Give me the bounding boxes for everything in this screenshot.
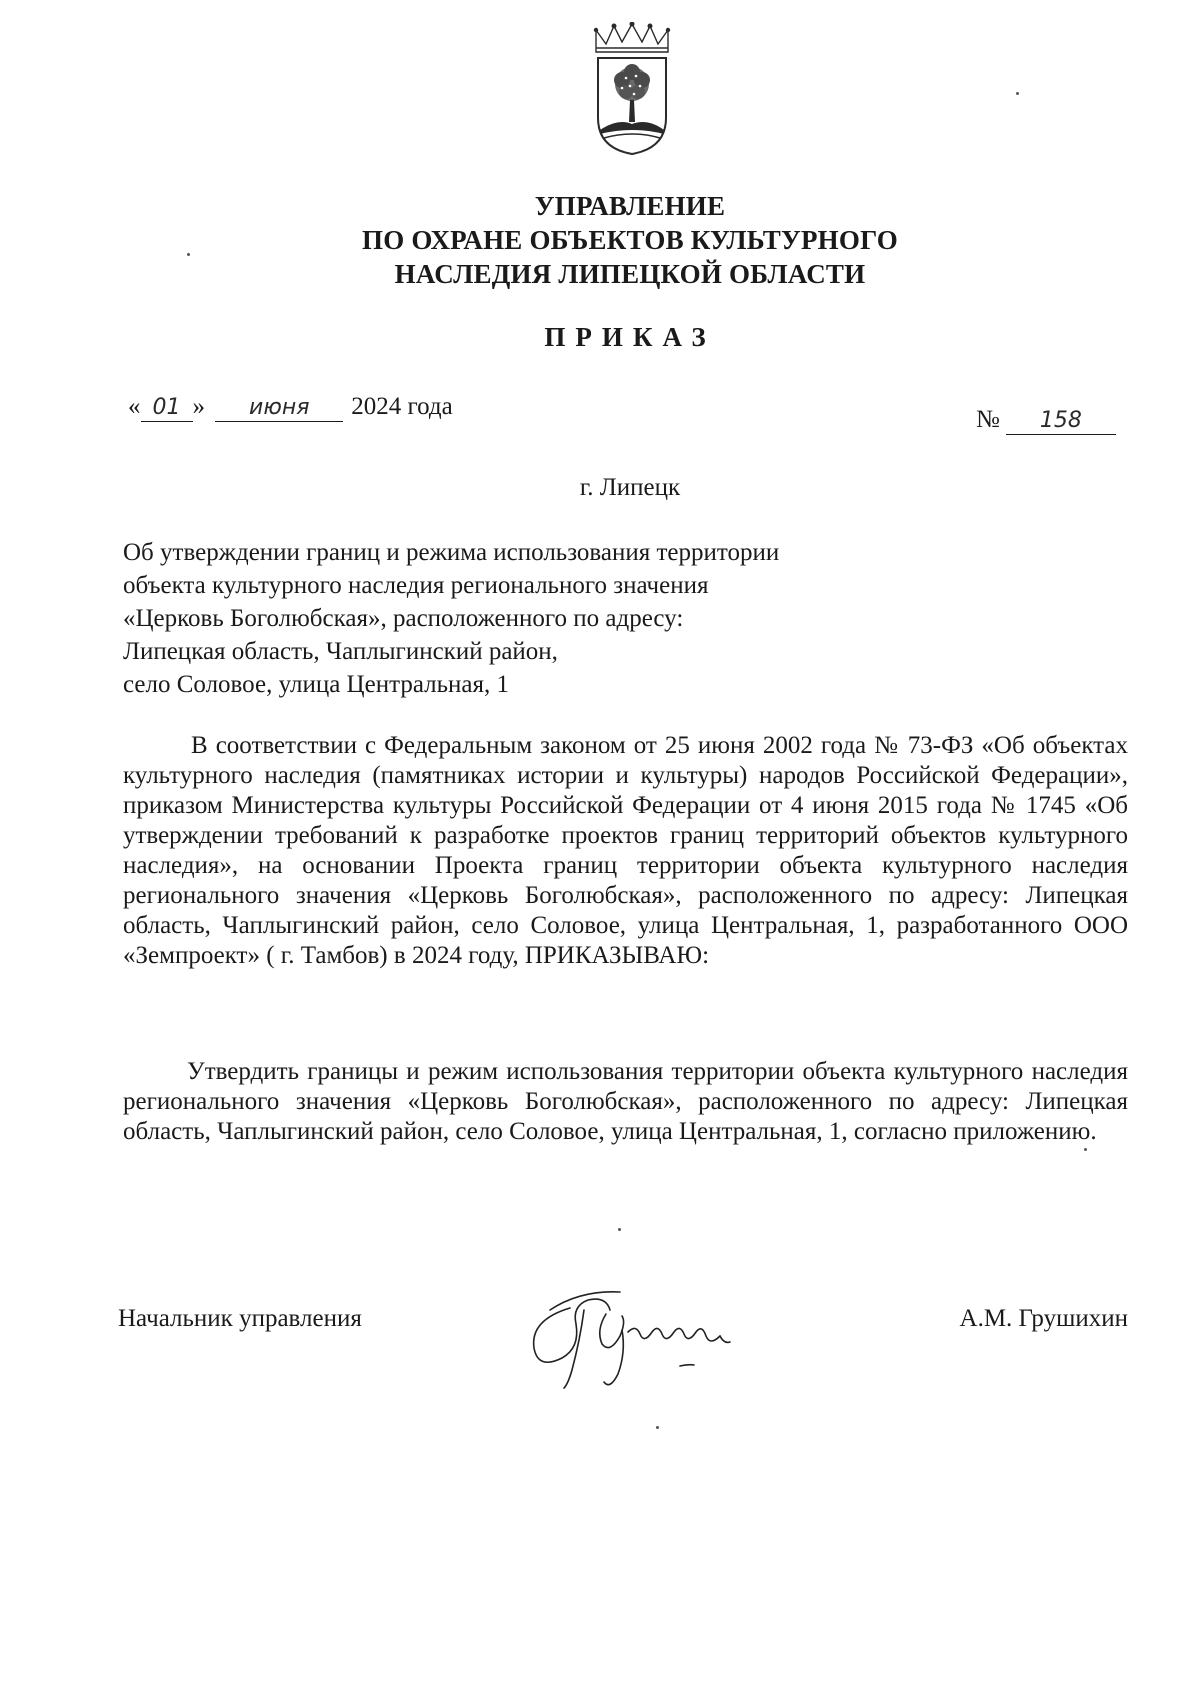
date-day: 01 [141,395,193,422]
scan-speck [656,1426,659,1429]
org-name-line1: УПРАВЛЕНИЕ [534,191,726,221]
lipetsk-coat-of-arms-icon [588,22,676,156]
subject-line: Об утверждении границ и режима использования территории [123,539,780,566]
scan-speck [1084,1148,1087,1151]
signatory-name: А.М. Грушихин [959,1305,1128,1332]
date-close-quote: » [192,393,205,420]
date-open-quote: « [128,393,141,420]
body-paragraph-order: Утвердить границы и режим использования территории объекта культурного наследия регионального значения «Церковь Боголюбская», расположенного по адресу: Липецкая область, Чаплыгинский район, село Соловое, улица Центральная, 1, согласно приложению. [123,1058,1128,1145]
number-value: 158 [1006,408,1116,435]
date-year: 2024 года [351,393,453,420]
signatory-title: Начальник управления [118,1305,362,1332]
scan-speck [618,1228,621,1231]
body-paragraph-basis: В соответствии с Федеральным законом от 25 июня 2002 года № 73-ФЗ «Об объектах культурного наследия (памятниках истории и культуры) народов Российской Федерации», приказом Министерства культуры Российской Федерации от 4 июня 2015 года № 1745 «Об утверждении требований к разработке проектов границ территорий объектов культурного наследия», на основании Проекта границ территории объекта культурного наследия регионального значения «Церковь Боголюбская», расположенного по адресу: Липецкая область, Чаплыгинский район, село Соловое, улица Центральная, 1, разработанного ООО «Земпроект» ( г. Тамбов) в 2024 году, ПРИКАЗЫВАЮ: [123,732,1128,969]
city-name: г. Липецк [579,474,681,501]
subject-line: село Соловое, улица Центральная, 1 [123,671,509,698]
org-name-line2: ПО ОХРАНЕ ОБЪЕКТОВ КУЛЬТУРНОГО [362,225,898,255]
subject-line: Липецкая область, Чаплыгинский район, [123,638,558,665]
subject-line: объекта культурного наследия регионального значения [123,572,709,599]
document-type-title: ПРИКАЗ [544,322,716,352]
number-label: № [976,406,1000,433]
org-name-line3: НАСЛЕДИЯ ЛИПЕЦКОЙ ОБЛАСТИ [394,259,866,289]
handwritten-signature-icon [510,1270,760,1400]
subject-line: «Церковь Боголюбская», расположенного по адресу: [123,605,684,632]
document-date [128,393,453,422]
document-subject [123,536,903,701]
scan-speck [1016,92,1019,95]
scan-speck [187,253,190,256]
document-number [976,406,1116,435]
date-month: июня [215,395,343,422]
